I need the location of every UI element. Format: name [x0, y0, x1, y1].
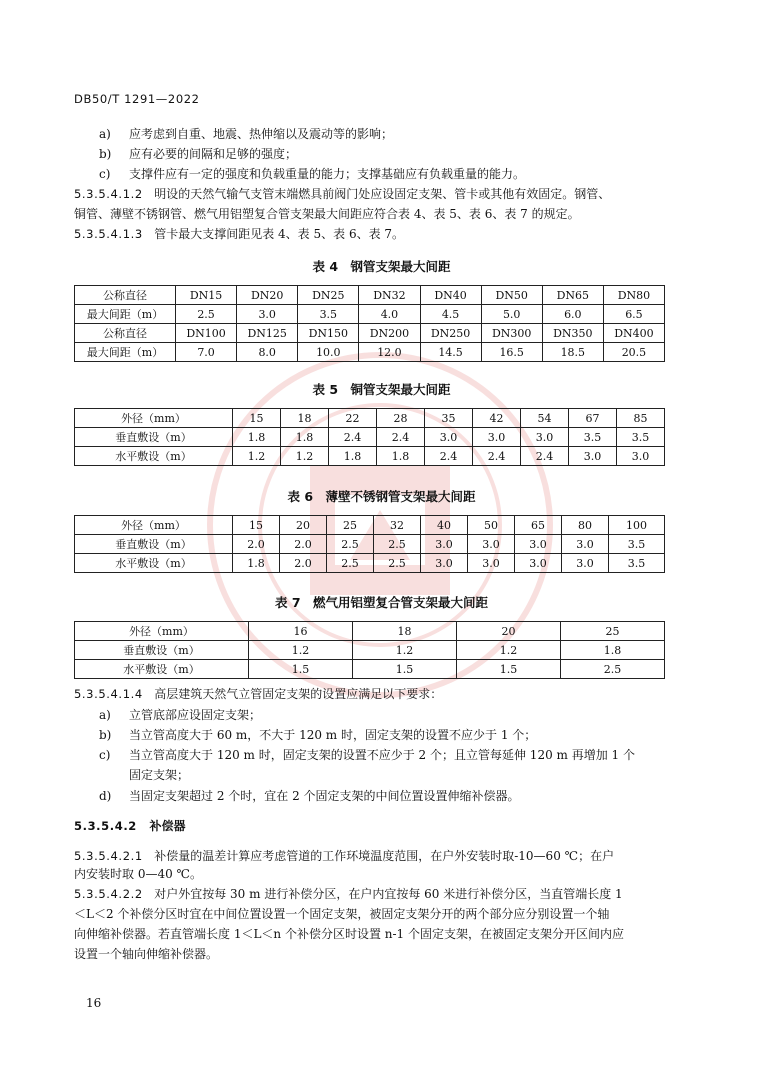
table-cell: DN350 — [542, 324, 603, 343]
table-cell: 垂直敷设（m） — [75, 535, 233, 554]
table-row — [75, 535, 665, 554]
table-cell: 3.0 — [521, 428, 569, 447]
table-cell: 2.0 — [233, 535, 280, 554]
table-cell: DN20 — [237, 286, 298, 305]
table-cell: 1.8 — [233, 554, 280, 573]
table-cell: 80 — [562, 516, 609, 535]
table-cell: 3.0 — [473, 428, 521, 447]
table-cell: 6.5 — [603, 305, 664, 324]
table-cell: 水平敷设（m） — [75, 554, 233, 573]
table-cell: DN32 — [359, 286, 420, 305]
table-cell: 外径（mm） — [75, 409, 233, 428]
table-cell: 最大间距（m） — [75, 343, 176, 362]
table-row — [75, 286, 665, 305]
table-row — [75, 409, 665, 428]
table-6 — [74, 515, 665, 573]
table-caption: 表 7 燃气用铝塑复合管支架最大间距 — [274, 595, 489, 610]
table-cell: 15 — [233, 409, 281, 428]
table-cell: 32 — [374, 516, 421, 535]
clause-text: 5.3.5.4.2.1 补偿量的温差计算应考虑管道的工作环境温度范围，在户外安装时取-10—60 ℃；在户 — [74, 849, 615, 863]
table-cell: 2.4 — [377, 428, 425, 447]
table-cell: DN400 — [603, 324, 664, 343]
table-cell: 3.0 — [569, 447, 617, 466]
table-cell: 水平敷设（m） — [75, 660, 249, 679]
list-item: d) 当固定支架超过 2 个时，宜在 2 个固定支架的中间位置设置伸缩补偿器。 — [99, 789, 520, 803]
table-cell: 15 — [233, 516, 280, 535]
table-cell: 外径（mm） — [75, 516, 233, 535]
table-cell: 3.0 — [237, 305, 298, 324]
table-cell: 2.4 — [329, 428, 377, 447]
table-cell: 3.0 — [468, 535, 515, 554]
table-row — [75, 554, 665, 573]
table-cell: DN15 — [176, 286, 237, 305]
page-number: 16 — [86, 996, 102, 1010]
table-cell: 4.5 — [420, 305, 481, 324]
table-cell: 8.0 — [237, 343, 298, 362]
table-cell: DN250 — [420, 324, 481, 343]
table-row — [75, 641, 665, 660]
list-item: c) 当立管高度大于 120 m 时，固定支架的设置不应少于 2 个；且立管每延伸 120 m 再增加 1 个 — [99, 748, 635, 762]
table-cell: 最大间距（m） — [75, 305, 176, 324]
table-cell: DN200 — [359, 324, 420, 343]
table-row — [75, 622, 665, 641]
table-cell: 3.5 — [298, 305, 359, 324]
table-caption: 表 5 铜管支架最大间距 — [312, 382, 451, 397]
list-item: c) 支撑件应有一定的强度和负载重量的能力；支撑基础应有负载重量的能力。 — [99, 167, 526, 181]
clause-text: 5.3.5.4.1.2 明设的天然气输气支管末端燃具前阀门处应设固定支架、管卡或其他有效固定。钢管、 — [74, 187, 611, 201]
list-item: a) 应考虑到自重、地震、热伸缩以及震动等的影响； — [99, 127, 394, 141]
table-cell: 2.0 — [280, 554, 327, 573]
table-5 — [74, 408, 665, 466]
table-cell: 2.5 — [374, 554, 421, 573]
table-cell: 7.0 — [176, 343, 237, 362]
table-cell: 3.0 — [425, 428, 473, 447]
table-cell: 2.5 — [374, 535, 421, 554]
table-cell: DN80 — [603, 286, 664, 305]
list-item: b) 当立管高度大于 60 m，不大于 120 m 时，固定支架的设置不应少于 1 个； — [99, 728, 537, 742]
table-cell: DN125 — [237, 324, 298, 343]
table-cell: 3.5 — [609, 554, 665, 573]
table-cell: 10.0 — [298, 343, 359, 362]
table-cell: DN300 — [481, 324, 542, 343]
table-row — [75, 324, 665, 343]
table-cell: 25 — [327, 516, 374, 535]
table-cell: 100 — [609, 516, 665, 535]
table-row — [75, 428, 665, 447]
table-cell: DN150 — [298, 324, 359, 343]
table-cell: DN25 — [298, 286, 359, 305]
table-cell: 50 — [468, 516, 515, 535]
table-cell: 18.5 — [542, 343, 603, 362]
table-cell: 1.2 — [233, 447, 281, 466]
table-cell: 2.5 — [176, 305, 237, 324]
table-cell: 2.5 — [327, 554, 374, 573]
table-cell: 1.8 — [377, 447, 425, 466]
table-cell: 外径（mm） — [75, 622, 249, 641]
table-cell: 85 — [617, 409, 665, 428]
table-row — [75, 343, 665, 362]
table-cell: 6.0 — [542, 305, 603, 324]
table-cell: 1.8 — [233, 428, 281, 447]
section-heading: 5.3.5.4.2 补偿器 — [74, 819, 186, 833]
clause-text: 5.3.5.4.2.2 对户外宜按每 30 m 进行补偿分区，在户内宜按每 60 米进行补偿分区，当直管端长度 1 — [74, 887, 623, 901]
table-cell: 1.8 — [281, 428, 329, 447]
table-row — [75, 660, 665, 679]
list-item: 固定支架； — [129, 768, 190, 782]
table-cell: 2.0 — [280, 535, 327, 554]
clause-text: 内安装时取 0—40 ℃。 — [74, 867, 202, 881]
clause-text: 铜管、薄壁不锈钢管、燃气用铝塑复合管支架最大间距应符合表 4、表 5、表 6、表 7 的规定。 — [74, 207, 580, 221]
clause-text: ＜L＜2 个补偿分区时宜在中间位置设置一个固定支架，被固定支架分开的两个部分应分别设置一个轴 — [74, 907, 610, 921]
table-cell: 5.0 — [481, 305, 542, 324]
table-cell: 20 — [280, 516, 327, 535]
table-cell: 22 — [329, 409, 377, 428]
table-cell: 28 — [377, 409, 425, 428]
table-caption: 表 4 钢管支架最大间距 — [312, 259, 451, 274]
list-item: b) 应有必要的间隔和足够的强度； — [99, 147, 298, 161]
list-item: a) 立管底部应设固定支架； — [99, 708, 262, 722]
table-cell: 1.5 — [249, 660, 353, 679]
table-cell: 垂直敷设（m） — [75, 641, 249, 660]
table-cell: 18 — [281, 409, 329, 428]
table-cell: 40 — [421, 516, 468, 535]
table-cell: 3.5 — [609, 535, 665, 554]
table-cell: 25 — [561, 622, 665, 641]
clause-text: 5.3.5.4.1.3 管卡最大支撑间距见表 4、表 5、表 6、表 7。 — [74, 227, 405, 241]
table-cell: 16 — [249, 622, 353, 641]
table-cell: 3.0 — [421, 554, 468, 573]
table-cell: 18 — [353, 622, 457, 641]
table-cell: 3.0 — [468, 554, 515, 573]
table-cell: 42 — [473, 409, 521, 428]
table-cell: 公称直径 — [75, 324, 176, 343]
table-cell: 1.8 — [561, 641, 665, 660]
table-cell: 3.5 — [617, 428, 665, 447]
standard-code-header: DB50/T 1291—2022 — [74, 92, 200, 106]
table-cell: 1.2 — [457, 641, 561, 660]
table-cell: 4.0 — [359, 305, 420, 324]
table-cell: DN40 — [420, 286, 481, 305]
table-cell: 35 — [425, 409, 473, 428]
table-cell: 1.5 — [457, 660, 561, 679]
table-cell: 1.5 — [353, 660, 457, 679]
table-row — [75, 305, 665, 324]
table-cell: 2.4 — [473, 447, 521, 466]
table-cell: DN100 — [176, 324, 237, 343]
table-cell: 1.8 — [329, 447, 377, 466]
clause-text: 设置一个轴向伸缩补偿器。 — [74, 947, 219, 961]
table-cell: DN65 — [542, 286, 603, 305]
table-cell: 3.0 — [562, 554, 609, 573]
table-cell: 1.2 — [353, 641, 457, 660]
table-cell: 2.4 — [521, 447, 569, 466]
table-cell: 3.0 — [617, 447, 665, 466]
table-cell: DN50 — [481, 286, 542, 305]
table-cell: 12.0 — [359, 343, 420, 362]
table-caption: 表 6 薄壁不锈钢管支架最大间距 — [287, 489, 476, 504]
table-cell: 67 — [569, 409, 617, 428]
table-cell: 3.0 — [515, 535, 562, 554]
table-cell: 20.5 — [603, 343, 664, 362]
clause-text: 5.3.5.4.1.4 高层建筑天然气立管固定支架的设置应满足以下要求： — [74, 687, 443, 701]
table-4 — [74, 285, 665, 362]
table-cell: 水平敷设（m） — [75, 447, 233, 466]
table-7 — [74, 621, 665, 679]
table-cell: 3.0 — [421, 535, 468, 554]
table-cell: 2.4 — [425, 447, 473, 466]
table-cell: 16.5 — [481, 343, 542, 362]
table-cell: 1.2 — [281, 447, 329, 466]
table-cell: 3.0 — [562, 535, 609, 554]
table-cell: 3.0 — [515, 554, 562, 573]
table-row — [75, 516, 665, 535]
table-cell: 1.2 — [249, 641, 353, 660]
table-cell: 65 — [515, 516, 562, 535]
table-cell: 54 — [521, 409, 569, 428]
clause-text: 向伸缩补偿器。若直管端长度 1＜L＜n 个补偿分区时设置 n-1 个固定支架，在被固定支架分开区间内应 — [74, 927, 625, 941]
table-cell: 14.5 — [420, 343, 481, 362]
table-cell: 垂直敷设（m） — [75, 428, 233, 447]
table-cell: 3.5 — [569, 428, 617, 447]
table-cell: 公称直径 — [75, 286, 176, 305]
table-cell: 20 — [457, 622, 561, 641]
table-cell: 2.5 — [561, 660, 665, 679]
table-cell: 2.5 — [327, 535, 374, 554]
table-row — [75, 447, 665, 466]
